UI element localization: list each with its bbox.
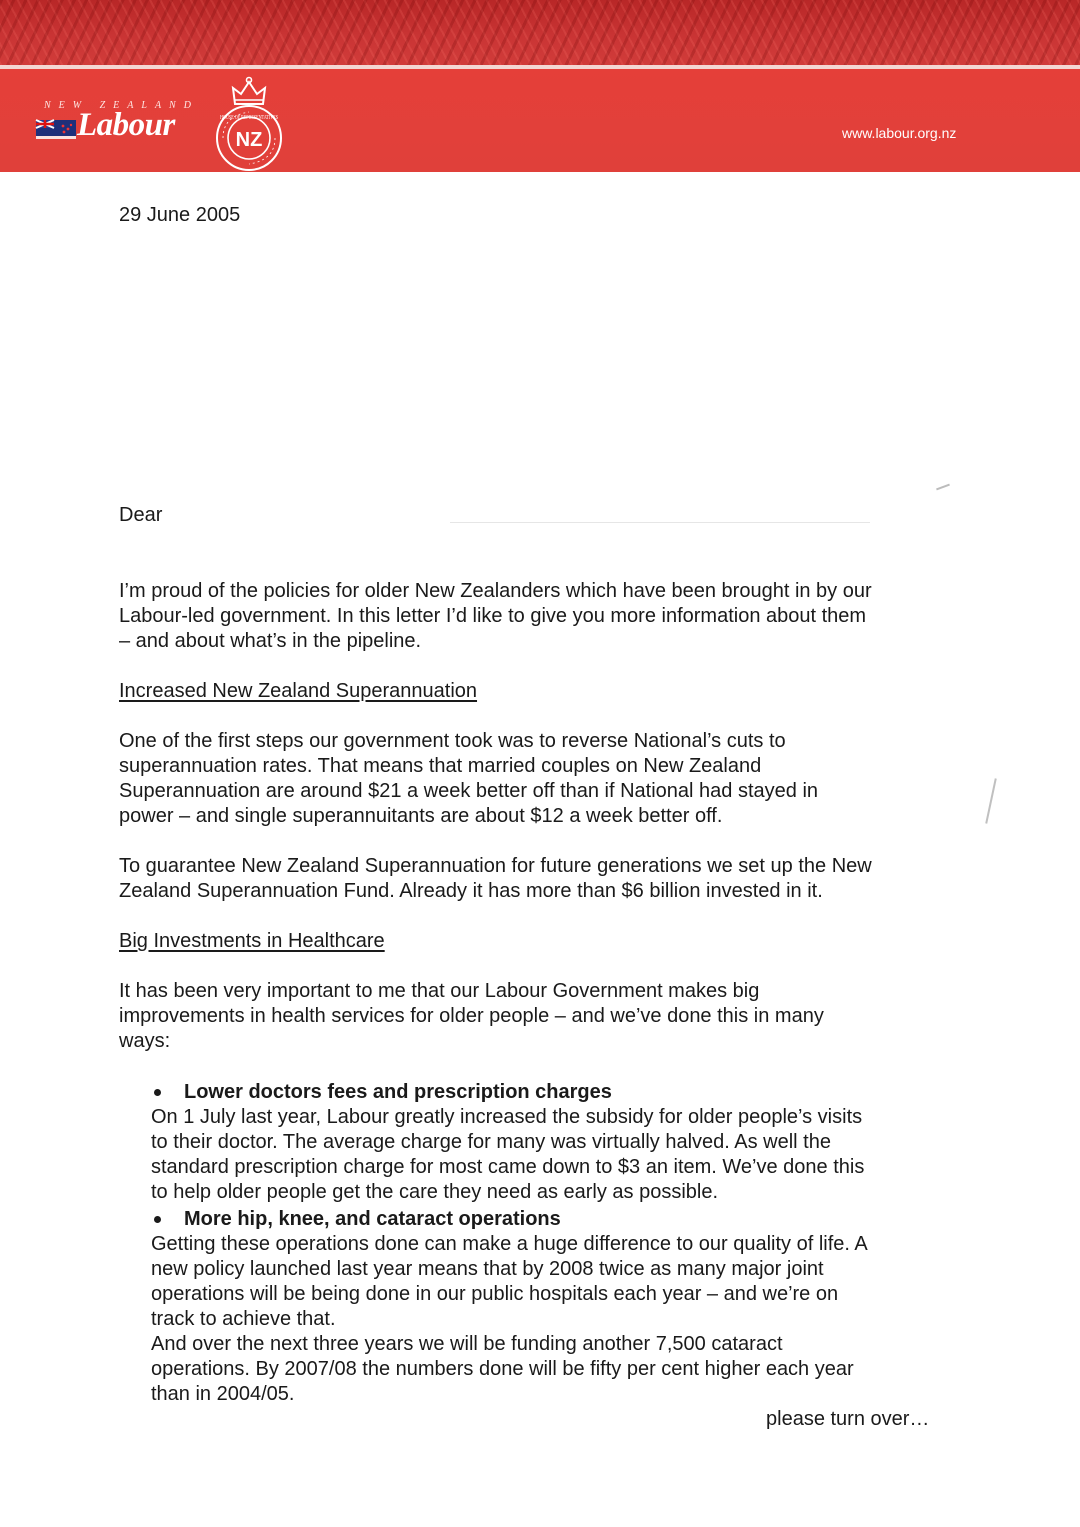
please-turn-over: please turn over… [766, 1408, 930, 1430]
super-para1-line-3: Superannuation are around $21 a week better off than if National had stayed in [119, 780, 819, 802]
scan-mark [936, 484, 950, 491]
bullet-1-line-2: to their doctor. The average charge for many was virtually halved. As well the [151, 1131, 831, 1153]
super-para2-line-1: To guarantee New Zealand Superannuation for future generations we set up the New [119, 855, 872, 877]
house-of-representatives-crest-icon [213, 74, 285, 172]
bullet-2-line-2: new policy launched last year means that by 2008 twice as many major joint [151, 1258, 824, 1280]
bullet-2-line-4: track to achieve that. [151, 1308, 336, 1330]
super-para1-line-1: One of the first steps our government took was to reverse National’s cuts to [119, 730, 786, 752]
crest-nz-text: NZ [235, 129, 263, 151]
bullet-2-line-6: operations. By 2007/08 the numbers done will be fifty per cent higher each year [151, 1358, 854, 1380]
health-intro-line-3: ways: [119, 1030, 171, 1052]
bullet-1-title: Lower doctors fees and prescription charges [184, 1081, 612, 1103]
health-intro-line-1: It has been very important to me that our Labour Government makes big [119, 980, 760, 1002]
bullet-2-line-3: operations will be being done in our public hospitals each year – and we’re on [151, 1283, 839, 1305]
bullet-icon [154, 1089, 161, 1096]
intro-line-2: Labour-led government. In this letter I’d like to give you more information about them [119, 605, 867, 627]
new-zealand-text: NEW ZEALAND [44, 100, 199, 111]
letter-date: 29 June 2005 [119, 204, 241, 226]
bullet-1-line-4: to help older people get the care they need as early as possible. [151, 1181, 719, 1203]
healthcare-heading: Big Investments in Healthcare [119, 930, 385, 952]
health-intro-line-2: improvements in health services for older people – and we’ve done this in many [119, 1005, 824, 1027]
bullet-1-line-1: On 1 July last year, Labour greatly increased the subsidy for older people’s visits [151, 1106, 863, 1128]
fern-pattern-band [0, 0, 1080, 65]
bullet-1-line-3: standard prescription charge for most came down to $3 an item. We’ve done this [151, 1156, 865, 1178]
super-para2-line-2: Zealand Superannuation Fund. Already it has more than $6 billion invested in it. [119, 880, 823, 902]
bullet-2-line-5: And over the next three years we will be funding another 7,500 cataract [151, 1333, 783, 1355]
labour-wordmark: Labour [77, 107, 175, 143]
nz-flag-icon [36, 117, 76, 139]
super-para1-line-2: superannuation rates. That means that married couples on New Zealand [119, 755, 762, 777]
bullet-icon [154, 1216, 161, 1223]
recipient-name-blank [450, 522, 870, 523]
bullet-2-line-7: than in 2004/05. [151, 1383, 295, 1405]
intro-line-3: – and about what’s in the pipeline. [119, 630, 422, 652]
scan-mark [985, 778, 997, 823]
crest-ring-text: HOUSE OF REPRESENTATIVES [220, 115, 278, 121]
salutation: Dear [119, 504, 163, 526]
bullet-2-line-1: Getting these operations done can make a huge difference to our quality of life. A [151, 1233, 868, 1255]
intro-line-1: I’m proud of the policies for older New Zealanders which have been brought in by our [119, 580, 872, 602]
website-link[interactable]: www.labour.org.nz [842, 125, 957, 141]
superannuation-heading: Increased New Zealand Superannuation [119, 680, 478, 702]
super-para1-line-4: power – and single superannuitants are about $12 a week better off. [119, 805, 723, 827]
letterhead [0, 0, 1080, 172]
bullet-2-title: More hip, knee, and cataract operations [184, 1208, 561, 1230]
